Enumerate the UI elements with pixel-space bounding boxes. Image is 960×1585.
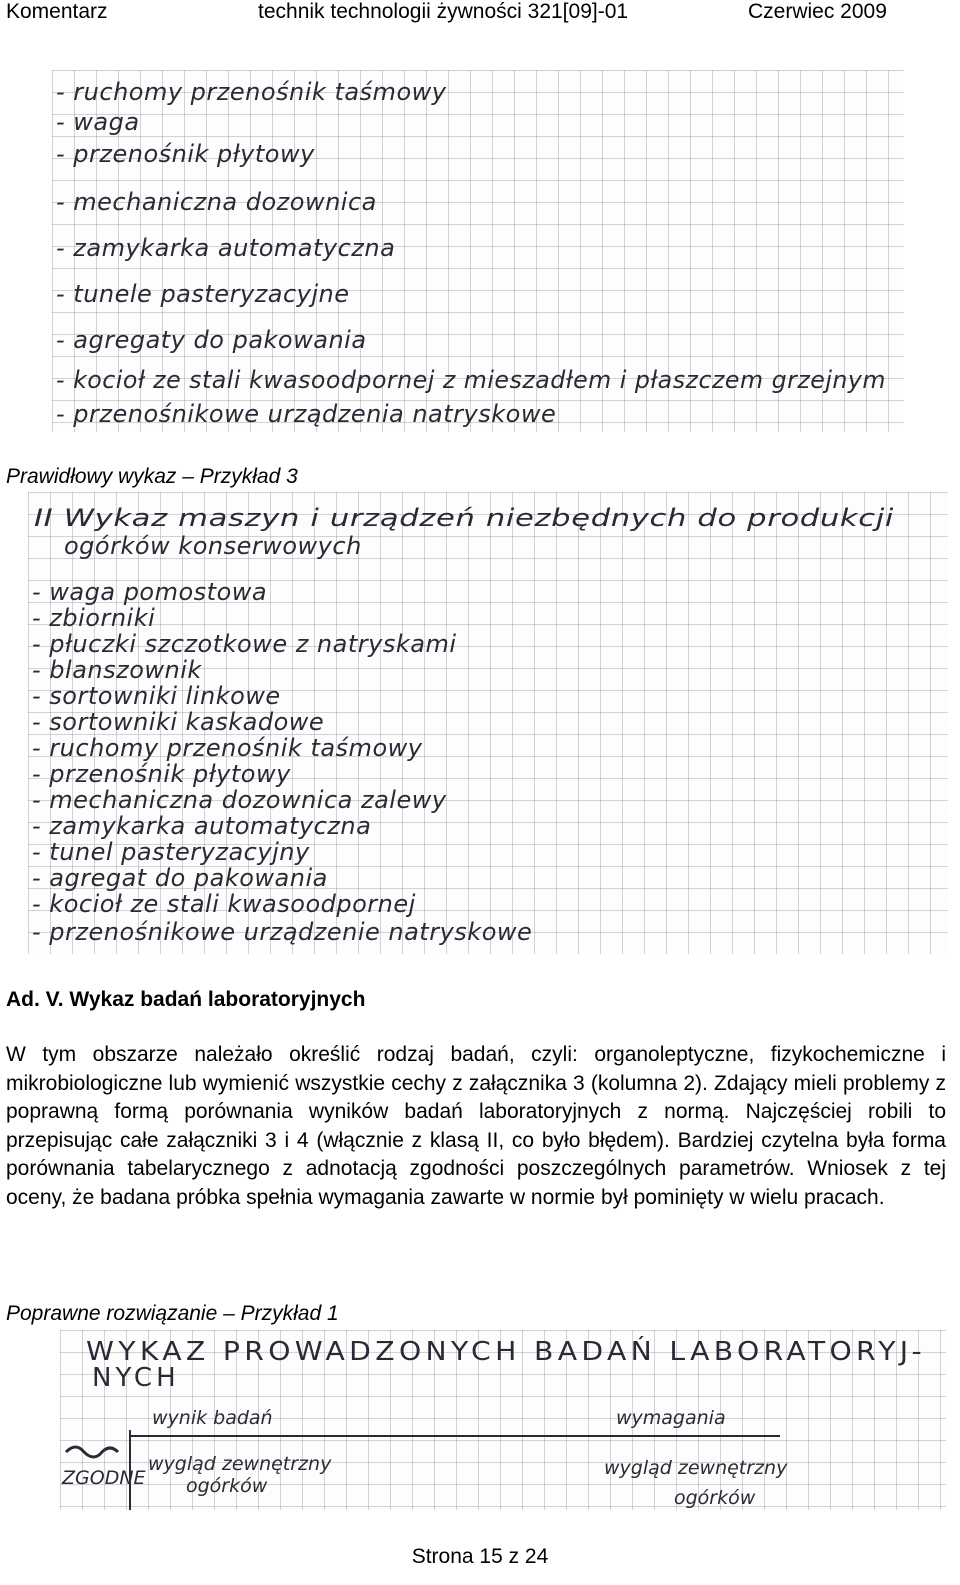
caption-correct-list-example-3: Prawidłowy wykaz – Przykład 3 (6, 465, 298, 488)
scan3-scribble (66, 1447, 118, 1457)
scan2-line: - sortowniki kaskadowe (32, 708, 325, 736)
scan3-cell2-line-2: ogórków (674, 1487, 756, 1509)
scan2-line: - agregat do pakowania (32, 864, 328, 892)
scan2-line: - przenośnik płytowy (32, 760, 291, 788)
scan3-cell1-line-2: ogórków (186, 1475, 268, 1497)
scan2-line: - kocioł ze stali kwasoodpornej (32, 890, 416, 918)
scan2-line: - tunel pasteryzacyjny (32, 838, 310, 866)
scan3-row-label: ZGODNE (62, 1467, 146, 1489)
scan1-line: - tunele pasteryzacyjne (56, 280, 350, 308)
scan1-line: - przenośnikowe urządzenia natryskowe (56, 400, 557, 428)
scan1-line: - mechaniczna dozownica (56, 188, 377, 216)
header-left: Komentarz (6, 0, 108, 23)
scan2-line: - zamykarka automatyczna (32, 812, 372, 840)
scan1-line: - agregaty do pakowania (56, 326, 367, 354)
scan1-line: - waga (56, 108, 140, 136)
scan3-cell1-line-1: wygląd zewnętrzny (148, 1453, 332, 1475)
header-right: Czerwiec 2009 (748, 0, 887, 23)
commentary-paragraph: W tym obszarze należało określić rodzaj badań, czyli: organoleptyczne, fizykochemiczne i mikrobiologiczne lub wymienić wszystkie cechy z załącznika 3 (kolumna 2). Zdający mieli problemy z poprawną formą porównania wyników badań laboratoryjnych z normą. Najczęściej robili to przepisując całe załączniki 3 i 4 (włącznie z klasą II, co było błędem). Bardziej czytelna była forma porównania tabelarycznego z adnotacją zgodności poszczególnych parametrów. Wniosek z tej oceny, że badana próbka spełnia wymagania zawarte w normie był pominięty w wielu pracach. (6, 1043, 946, 1209)
scan3-col1-heading: wynik badań (152, 1407, 273, 1429)
scan2-title-line-1: II Wykaz maszyn i urządzeń niezbędnych do produkcji (34, 504, 894, 532)
caption-correct-solution-example-1: Poprawne rozwiązanie – Przykład 1 (6, 1302, 339, 1325)
scan-1-svg (52, 70, 904, 432)
header-center: technik technologii żywności 321[09]-01 (258, 0, 629, 23)
scan3-title-line-2: NYCH (92, 1363, 180, 1393)
scan1-line: - zamykarka automatyczna (56, 234, 396, 262)
scan2-line: - blanszownik (32, 656, 202, 684)
handwritten-scan-2 (28, 492, 948, 954)
scan3-col2-heading: wymagania (616, 1407, 726, 1429)
scan3-cell2-line-1: wygląd zewnętrzny (604, 1457, 788, 1479)
scan1-line: - kocioł ze stali kwasoodpornej z mieszadłem i płaszczem grzejnym (56, 366, 886, 394)
page-number-footer: Strona 15 z 24 (411, 1545, 549, 1568)
section-heading: Ad. V. Wykaz badań laboratoryjnych (6, 988, 366, 1011)
scan2-title-line-2: ogórków konserwowych (64, 532, 362, 560)
scan2-line: - zbiorniki (32, 604, 156, 632)
handwritten-scan-3 (60, 1330, 946, 1510)
scan2-line: - przenośnikowe urządzenie natryskowe (32, 918, 533, 946)
scan1-line: - ruchomy przenośnik taśmowy (56, 78, 447, 106)
scan2-line: - waga pomostowa (32, 578, 268, 606)
scan2-line: - sortowniki linkowe (32, 682, 281, 710)
scan3-title-line-1: WYKAZ PROWADZONYCH BADAŃ LABORATORYJ- (86, 1337, 860, 1367)
scan1-line: - przenośnik płytowy (56, 140, 315, 168)
scan-3-svg (60, 1330, 946, 1510)
page-header (0, 0, 960, 32)
scan2-line: - mechaniczna dozownica zalewy (32, 786, 447, 814)
scan2-line: - ruchomy przenośnik taśmowy (32, 734, 423, 762)
scan-2-svg (28, 492, 948, 954)
scan2-line: - płuczki szczotkowe z natryskami (32, 630, 457, 658)
handwritten-scan-1 (52, 70, 904, 432)
